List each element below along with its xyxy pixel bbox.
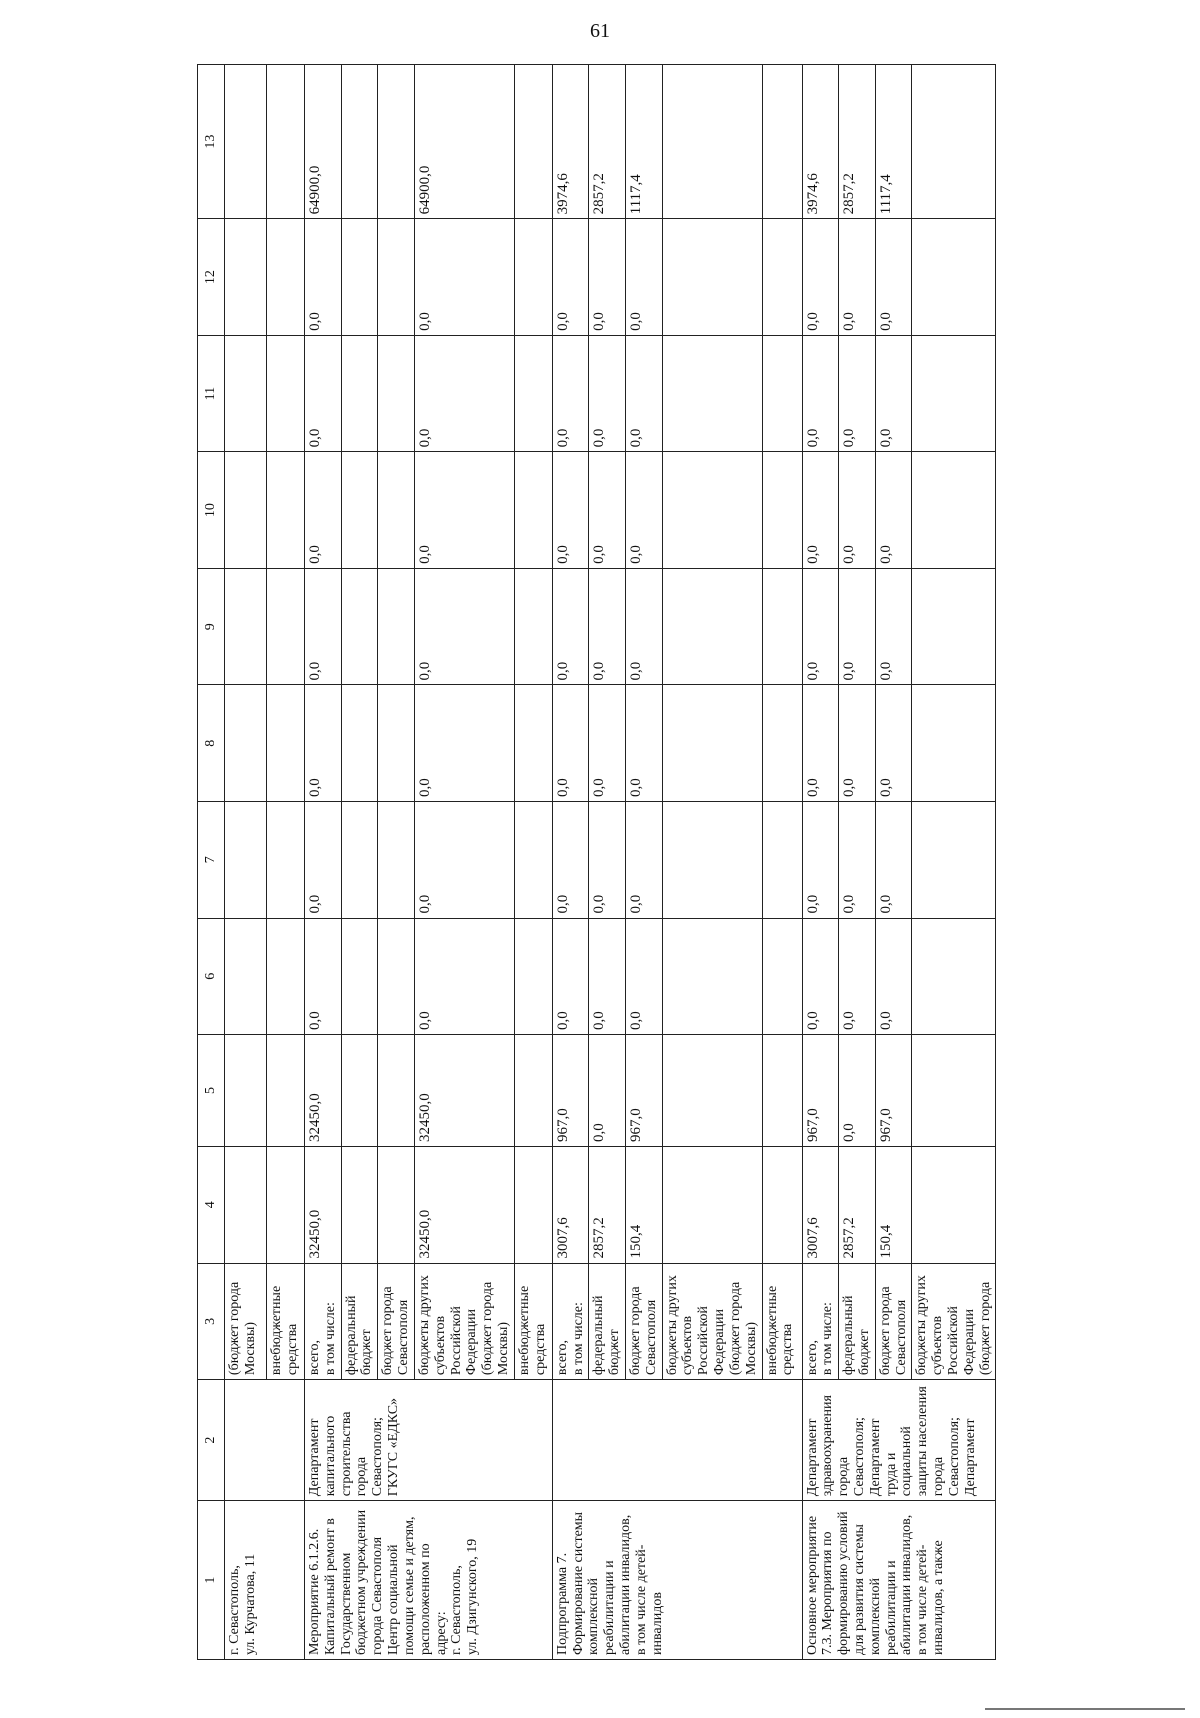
value-cell: 0,0 [839, 335, 876, 452]
value-cell: 0,0 [414, 568, 514, 685]
value-cell: 0,0 [802, 452, 839, 569]
value-cell: 0,0 [839, 219, 876, 336]
value-cell [912, 801, 996, 918]
value-cell [225, 918, 267, 1035]
value-cell: 0,0 [414, 685, 514, 802]
value-cell: 0,0 [875, 568, 912, 685]
value-cell [378, 219, 415, 336]
value-cell [378, 1147, 415, 1264]
value-cell [514, 1147, 552, 1264]
value-cell [762, 685, 802, 802]
funding-source-cell: (бюджет города Москвы) [225, 1263, 267, 1380]
activity-name-cell: Мероприятие 6.1.2.6. Капитальный ремонт в Государственном бюджетном учреждении города Севастополя Центр социальной помощи семье и детям, расположенном по адресу: г. Севастополь, ул. Дзигунского, 19 [305, 1501, 553, 1660]
value-cell [225, 685, 267, 802]
value-cell [514, 685, 552, 802]
value-cell: 1117,4 [875, 65, 912, 219]
value-cell: 32450,0 [305, 1147, 342, 1264]
value-cell [341, 801, 378, 918]
value-cell [267, 452, 305, 569]
value-cell: 0,0 [875, 335, 912, 452]
value-cell: 967,0 [875, 1035, 912, 1147]
funding-source-cell: внебюджетные средства [762, 1263, 802, 1380]
value-cell: 0,0 [626, 219, 663, 336]
value-cell: 150,4 [875, 1147, 912, 1264]
value-cell [514, 219, 552, 336]
value-cell [762, 452, 802, 569]
rotated-table-wrapper [197, 64, 1037, 1660]
column-header-13: 13 [198, 65, 225, 219]
value-cell: 0,0 [589, 568, 626, 685]
column-header-12: 12 [198, 219, 225, 336]
value-cell: 0,0 [552, 452, 589, 569]
value-cell [514, 65, 552, 219]
value-cell [225, 1035, 267, 1147]
value-cell [762, 918, 802, 1035]
page-number: 61 [590, 20, 610, 42]
value-cell [341, 219, 378, 336]
value-cell [341, 568, 378, 685]
value-cell: 0,0 [839, 452, 876, 569]
value-cell: 0,0 [802, 335, 839, 452]
value-cell: 0,0 [839, 801, 876, 918]
value-cell: 0,0 [305, 685, 342, 802]
value-cell: 3007,6 [802, 1147, 839, 1264]
value-cell [912, 918, 996, 1035]
value-cell [378, 801, 415, 918]
value-cell [662, 918, 762, 1035]
value-cell [267, 685, 305, 802]
value-cell: 0,0 [589, 801, 626, 918]
value-cell: 967,0 [802, 1035, 839, 1147]
value-cell [662, 452, 762, 569]
value-cell [912, 219, 996, 336]
value-cell [762, 219, 802, 336]
value-cell: 0,0 [589, 1035, 626, 1147]
budget-table [197, 64, 996, 1660]
value-cell: 0,0 [802, 801, 839, 918]
value-cell [912, 568, 996, 685]
value-cell: 0,0 [626, 685, 663, 802]
value-cell [378, 685, 415, 802]
value-cell [225, 65, 267, 219]
value-cell [662, 1035, 762, 1147]
value-cell [341, 335, 378, 452]
value-cell: 0,0 [839, 1035, 876, 1147]
value-cell [225, 219, 267, 336]
value-cell [912, 452, 996, 569]
value-cell: 0,0 [305, 452, 342, 569]
value-cell: 0,0 [626, 335, 663, 452]
scan-mark [985, 1708, 1185, 1710]
value-cell [267, 1147, 305, 1264]
value-cell: 0,0 [552, 685, 589, 802]
value-cell [267, 918, 305, 1035]
value-cell: 0,0 [839, 685, 876, 802]
value-cell [341, 918, 378, 1035]
value-cell: 0,0 [305, 801, 342, 918]
value-cell [662, 801, 762, 918]
value-cell: 0,0 [552, 801, 589, 918]
value-cell: 2857,2 [589, 1147, 626, 1264]
value-cell: 64900,0 [414, 65, 514, 219]
value-cell: 2857,2 [589, 65, 626, 219]
column-header-9: 9 [198, 568, 225, 685]
value-cell [762, 1035, 802, 1147]
value-cell [341, 1035, 378, 1147]
table-body [225, 65, 996, 1660]
value-cell [267, 1035, 305, 1147]
funding-source-cell: федеральный бюджет [341, 1263, 378, 1380]
table-row [225, 65, 267, 1660]
value-cell: 0,0 [589, 219, 626, 336]
column-header-11: 11 [198, 335, 225, 452]
value-cell: 0,0 [626, 801, 663, 918]
value-cell [662, 1147, 762, 1264]
value-cell: 32450,0 [305, 1035, 342, 1147]
value-cell: 0,0 [414, 801, 514, 918]
value-cell [662, 335, 762, 452]
value-cell: 0,0 [414, 452, 514, 569]
value-cell [378, 918, 415, 1035]
value-cell: 0,0 [626, 452, 663, 569]
executor-cell: Департамент здравоохранения города Севастополя; Департамент труда и социальной защиты населения города Севастополя; Департамент [802, 1380, 996, 1501]
value-cell: 0,0 [802, 568, 839, 685]
value-cell: 0,0 [802, 918, 839, 1035]
value-cell [514, 1035, 552, 1147]
funding-source-cell: внебюджетные средства [267, 1263, 305, 1380]
value-cell: 0,0 [839, 568, 876, 685]
activity-name-cell: Основное мероприятие 7.3. Мероприятия по формированию условий для развития системы комплексной реабилитации и абилитации инвалидов, в том числе детей-инвалидов, а также [802, 1501, 996, 1660]
value-cell [378, 452, 415, 569]
value-cell: 3007,6 [552, 1147, 589, 1264]
value-cell: 0,0 [626, 568, 663, 685]
value-cell [762, 801, 802, 918]
value-cell [378, 65, 415, 219]
funding-source-cell: бюджеты других субъектов Российской Федерации (бюджет города Москвы) [662, 1263, 762, 1380]
executor-cell: Департамент капитального строительства города Севастополя; ГКУГС «ЕДКС» [305, 1380, 553, 1501]
funding-source-cell: бюджет города Севастополя [875, 1263, 912, 1380]
value-cell [514, 452, 552, 569]
value-cell: 0,0 [552, 335, 589, 452]
value-cell: 0,0 [589, 452, 626, 569]
funding-source-cell: всего, в том числе: [552, 1263, 589, 1380]
value-cell: 0,0 [589, 685, 626, 802]
value-cell [514, 568, 552, 685]
value-cell [341, 452, 378, 569]
value-cell: 150,4 [626, 1147, 663, 1264]
value-cell [762, 65, 802, 219]
column-header-7: 7 [198, 801, 225, 918]
value-cell: 32450,0 [414, 1035, 514, 1147]
executor-cell [552, 1380, 802, 1501]
value-cell: 32450,0 [414, 1147, 514, 1264]
value-cell [267, 801, 305, 918]
value-cell [225, 801, 267, 918]
value-cell: 0,0 [552, 918, 589, 1035]
column-header-10: 10 [198, 452, 225, 569]
funding-source-cell: бюджет города Севастополя [378, 1263, 415, 1380]
value-cell [267, 335, 305, 452]
value-cell [378, 1035, 415, 1147]
value-cell [662, 219, 762, 336]
table-row [552, 65, 589, 1660]
value-cell: 0,0 [414, 219, 514, 336]
value-cell [225, 335, 267, 452]
table-header [198, 65, 225, 1660]
value-cell: 0,0 [589, 918, 626, 1035]
funding-source-cell: бюджеты других субъектов Российской Федерации (бюджет города Москвы) [414, 1263, 514, 1380]
value-cell [341, 65, 378, 219]
value-cell: 2857,2 [839, 1147, 876, 1264]
value-cell [225, 452, 267, 569]
funding-source-cell: федеральный бюджет [839, 1263, 876, 1380]
value-cell: 64900,0 [305, 65, 342, 219]
value-cell: 0,0 [305, 918, 342, 1035]
value-cell: 0,0 [875, 918, 912, 1035]
value-cell: 0,0 [552, 568, 589, 685]
funding-source-cell: федеральный бюджет [589, 1263, 626, 1380]
table-row [802, 65, 839, 1660]
value-cell [912, 685, 996, 802]
value-cell: 0,0 [875, 685, 912, 802]
value-cell [912, 1147, 996, 1264]
value-cell [762, 1147, 802, 1264]
column-header-3: 3 [198, 1263, 225, 1380]
value-cell: 0,0 [414, 918, 514, 1035]
value-cell: 0,0 [875, 452, 912, 569]
funding-source-cell: всего, в том числе: [802, 1263, 839, 1380]
value-cell [341, 1147, 378, 1264]
value-cell [662, 65, 762, 219]
table-row [305, 65, 342, 1660]
value-cell [662, 685, 762, 802]
value-cell: 0,0 [839, 918, 876, 1035]
value-cell: 0,0 [875, 801, 912, 918]
value-cell: 0,0 [875, 219, 912, 336]
value-cell [267, 219, 305, 336]
value-cell [762, 568, 802, 685]
column-header-8: 8 [198, 685, 225, 802]
value-cell [225, 568, 267, 685]
value-cell [912, 1035, 996, 1147]
value-cell [225, 1147, 267, 1264]
column-header-4: 4 [198, 1147, 225, 1264]
value-cell: 0,0 [414, 335, 514, 452]
value-cell [514, 335, 552, 452]
column-header-1: 1 [198, 1501, 225, 1660]
value-cell: 0,0 [802, 219, 839, 336]
value-cell: 0,0 [552, 219, 589, 336]
column-header-2: 2 [198, 1380, 225, 1501]
value-cell [378, 568, 415, 685]
activity-name-cell: Подпрограмма 7. Формирование системы комплексной реабилитации и абилитации инвалидов, в том числе детей-инвалидов [552, 1501, 802, 1660]
activity-name-cell: г. Севастополь, ул. Курчатова, 11 [225, 1501, 305, 1660]
value-cell [267, 65, 305, 219]
value-cell [912, 335, 996, 452]
value-cell: 967,0 [626, 1035, 663, 1147]
value-cell: 0,0 [305, 335, 342, 452]
funding-source-cell: внебюджетные средства [514, 1263, 552, 1380]
funding-source-cell: бюджет города Севастополя [626, 1263, 663, 1380]
value-cell [267, 568, 305, 685]
column-header-5: 5 [198, 1035, 225, 1147]
value-cell: 0,0 [305, 568, 342, 685]
funding-source-cell: бюджеты других субъектов Российской Федерации (бюджет города [912, 1263, 996, 1380]
value-cell [378, 335, 415, 452]
value-cell: 0,0 [802, 685, 839, 802]
value-cell [341, 685, 378, 802]
value-cell [762, 335, 802, 452]
value-cell [514, 918, 552, 1035]
value-cell: 0,0 [305, 219, 342, 336]
value-cell [912, 65, 996, 219]
column-header-6: 6 [198, 918, 225, 1035]
value-cell: 1117,4 [626, 65, 663, 219]
funding-source-cell: всего, в том числе: [305, 1263, 342, 1380]
executor-cell [225, 1380, 305, 1501]
value-cell: 3974,6 [802, 65, 839, 219]
value-cell [662, 568, 762, 685]
value-cell [514, 801, 552, 918]
value-cell: 2857,2 [839, 65, 876, 219]
value-cell: 3974,6 [552, 65, 589, 219]
value-cell: 0,0 [626, 918, 663, 1035]
value-cell: 0,0 [589, 335, 626, 452]
value-cell: 967,0 [552, 1035, 589, 1147]
